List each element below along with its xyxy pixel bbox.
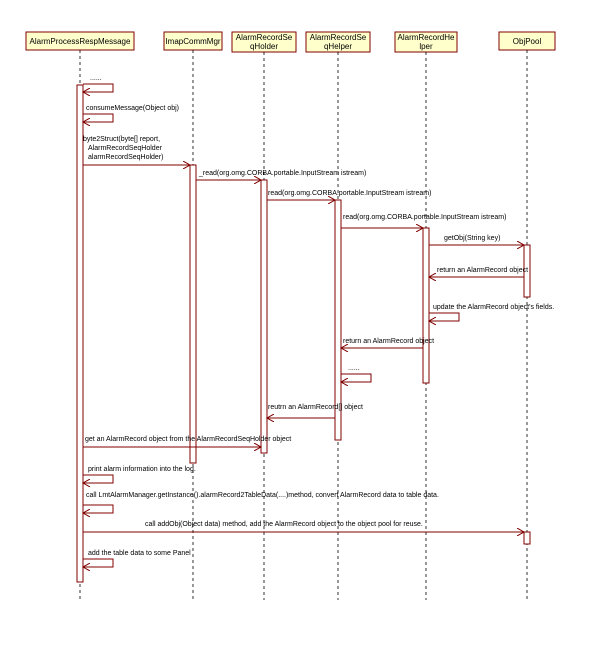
- message-label: get an AlarmRecord object from the AlarmRecordSeqHolder object: [85, 436, 292, 443]
- message-label: ......: [348, 365, 360, 372]
- participant-label: AlarmRecordHe: [397, 33, 455, 42]
- message-read-helper: [267, 190, 431, 200]
- participant-imap-comm-mgr: [164, 32, 222, 50]
- activation-bar: [524, 532, 530, 544]
- message-return-alarm-record: [341, 338, 434, 348]
- message-label: add the table data to some Panel: [88, 550, 191, 557]
- activation-bar: [261, 180, 267, 453]
- participant-label: AlarmRecordSe: [235, 33, 293, 42]
- message-label: call addObj(Object data) method, add the AlarmRecord object to the object pool for reuse.: [145, 521, 423, 528]
- message-label: read(org.omg.CORBA.portable.InputStream istream): [343, 214, 507, 221]
- message-convert-to-table-data: [83, 492, 439, 513]
- participant-obj-pool: [499, 32, 555, 50]
- message-return-alarm-record-from-pool: [429, 267, 528, 277]
- participant-label: AlarmProcessRespMessage: [29, 37, 131, 46]
- participant-label: ImapCommMgr: [165, 37, 221, 46]
- message-label: alarmRecordSeqHolder): [88, 154, 164, 161]
- activation-bar: [77, 85, 83, 582]
- participant-label: qHelper: [323, 42, 353, 51]
- message-label: return an AlarmRecord object: [343, 338, 435, 345]
- message-read-record-helper: [341, 214, 506, 228]
- message-byte2struct: [83, 136, 190, 165]
- activation-bar: [423, 228, 429, 383]
- message-self-ellipsis: [83, 75, 113, 92]
- message-label: call LmtAlarmManager.getInstance().alarmRecord2TableData(....)method, convert AlarmRecord data to table data.: [86, 492, 439, 499]
- message-label: reutrn an AlarmRecord[] object: [268, 404, 363, 411]
- message-update-fields: [429, 304, 554, 321]
- message-label: _read(org.omg.CORBA.portable.InputStream istream): [199, 170, 367, 177]
- participant-label: AlarmRecordSe: [309, 33, 367, 42]
- participant-label: lper: [419, 42, 433, 51]
- activation-bar: [190, 165, 196, 463]
- message-add-obj-to-pool: [83, 521, 524, 532]
- message-self-ellipsis-helper: [341, 365, 371, 382]
- participant-alarm-record-seq-helper: [306, 32, 370, 52]
- message-return-alarm-record-array: [267, 404, 363, 418]
- message-label: consumeMessage(Object obj): [86, 105, 179, 112]
- participant-alarm-process-resp-message: [26, 32, 134, 50]
- message-label: return an AlarmRecord object: [437, 267, 529, 274]
- participant-label: ObjPool: [512, 37, 542, 46]
- message-label: read(org.omg.CORBA.portable.InputStream istream): [268, 190, 432, 197]
- message-label: getObj(String key): [444, 235, 501, 242]
- message-print-alarm-info: [83, 466, 196, 483]
- participant-alarm-record-seq-holder: [232, 32, 296, 52]
- participant-label: qHolder: [249, 42, 279, 51]
- message-label: print alarm information into the log.: [88, 466, 196, 473]
- message-get-alarm-record-from-holder: [83, 436, 291, 447]
- message-get-obj: [429, 235, 524, 245]
- message-consume-message: [83, 105, 179, 122]
- message-label: AlarmRecordSeqHolder: [88, 145, 162, 152]
- message-label: byte2Struct(byte[] report,: [83, 136, 161, 143]
- message-label: update the AlarmRecord object's fields.: [433, 304, 555, 311]
- participant-alarm-record-helper: [395, 32, 457, 52]
- message-add-table-data-to-panel: [83, 550, 191, 567]
- message-label: ......: [90, 75, 102, 82]
- message-underscore-read: [196, 170, 366, 180]
